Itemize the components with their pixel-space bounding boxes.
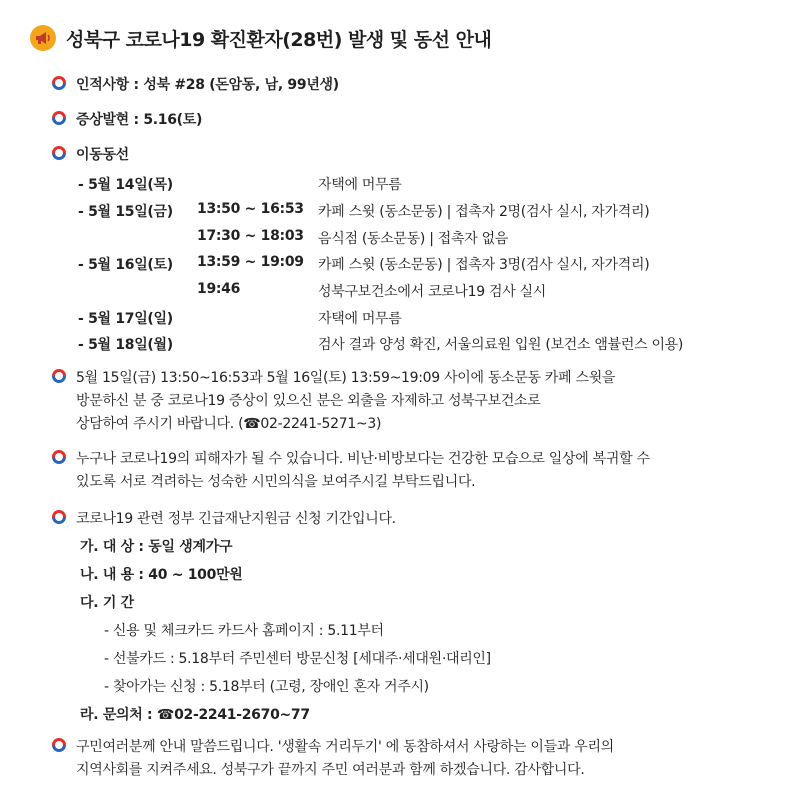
notice-line: 누구나 코로나19의 피해자가 될 수 있습니다. 비난·비방보다는 건강한 모습으로 일상에 복귀할 수	[76, 451, 650, 467]
route-date: - 5월 15일(금)	[78, 204, 173, 220]
route-place: 자택에 머무름	[318, 311, 402, 327]
bullet-icon	[52, 738, 66, 752]
route-time: 13:59 ~ 19:09	[197, 254, 304, 270]
case-info: 인적사항 : 성북 #28 (돈암동, 남, 99년생)	[76, 77, 339, 93]
route-place: 자택에 머무름	[318, 177, 402, 193]
bullet-icon	[52, 510, 66, 524]
support-amount: 나. 내 용 : 40 ~ 100만원	[80, 567, 243, 583]
megaphone-icon	[30, 25, 56, 51]
support-intro: 코로나19 관련 정부 긴급재난지원금 신청 기간입니다.	[76, 511, 396, 527]
route-place: 카페 스윗 (동소문동) | 접촉자 3명(검사 실시, 자가격리)	[318, 257, 650, 273]
support-period-item: - 찾아가는 신청 : 5.18부터 (고령, 장애인 혼자 거주시)	[104, 679, 429, 695]
notice-line: 있도록 서로 격려하는 성숙한 시민의식을 보여주시길 부탁드립니다.	[76, 474, 476, 490]
bullet-icon	[52, 146, 66, 160]
bullet-icon	[52, 76, 66, 90]
bullet-icon	[52, 369, 66, 383]
route-place: 성북구보건소에서 코로나19 검사 실시	[318, 284, 547, 300]
notice-line: 방문하신 분 중 코로나19 증상이 있으신 분은 외출을 자제하고 성북구보건소로	[76, 393, 541, 409]
route-time: 13:50 ~ 16:53	[197, 201, 304, 217]
route-date: - 5월 18일(월)	[78, 337, 173, 353]
support-target: 가. 대 상 : 동일 생계가구	[80, 539, 233, 555]
route-date: - 5월 16일(토)	[78, 257, 173, 273]
symptom-onset: 증상발현 : 5.16(토)	[76, 112, 203, 128]
route-label: 이동동선	[76, 147, 129, 163]
route-date: - 5월 17일(일)	[78, 311, 173, 327]
route-place: 음식점 (동소문동) | 접촉자 없음	[318, 231, 509, 247]
closing-line: 지역사회를 지켜주세요. 성북구가 끝까지 주민 여러분과 함께 하겠습니다. 감사합니다.	[76, 762, 585, 778]
notice-line: 상담하여 주시기 바랍니다. (☎02-2241-5271~3)	[76, 416, 382, 432]
route-time: 17:30 ~ 18:03	[197, 228, 304, 244]
bullet-icon	[52, 111, 66, 125]
notice-header	[30, 20, 491, 56]
route-place: 검사 결과 양성 확진, 서울의료원 입원 (보건소 앰뷸런스 이용)	[318, 337, 684, 353]
route-place: 카페 스윗 (동소문동) | 접촉자 2명(검사 실시, 자가격리)	[318, 204, 650, 220]
route-date: - 5월 14일(목)	[78, 177, 173, 193]
support-period-item: - 신용 및 체크카드 카드사 홈페이지 : 5.11부터	[104, 623, 384, 639]
bullet-icon	[52, 450, 66, 464]
page-title: 성북구 코로나19 확진환자(28번) 발생 및 동선 안내	[66, 28, 492, 51]
closing-line: 구민여러분께 안내 말씀드립니다. '생활속 거리두기' 에 동참하셔서 사랑하는 이들과 우리의	[76, 739, 614, 755]
support-period-item: - 선불카드 : 5.18부터 주민센터 방문신청 [세대주·세대원·대리인]	[104, 651, 491, 667]
notice-line: 5월 15일(금) 13:50~16:53과 5월 16일(토) 13:59~19:09 사이에 동소문동 카페 스윗을	[76, 370, 616, 386]
support-contact: 라. 문의처 : ☎02-2241-2670~77	[80, 707, 310, 723]
support-period-label: 다. 기 간	[80, 595, 134, 611]
route-time: 19:46	[197, 281, 241, 297]
